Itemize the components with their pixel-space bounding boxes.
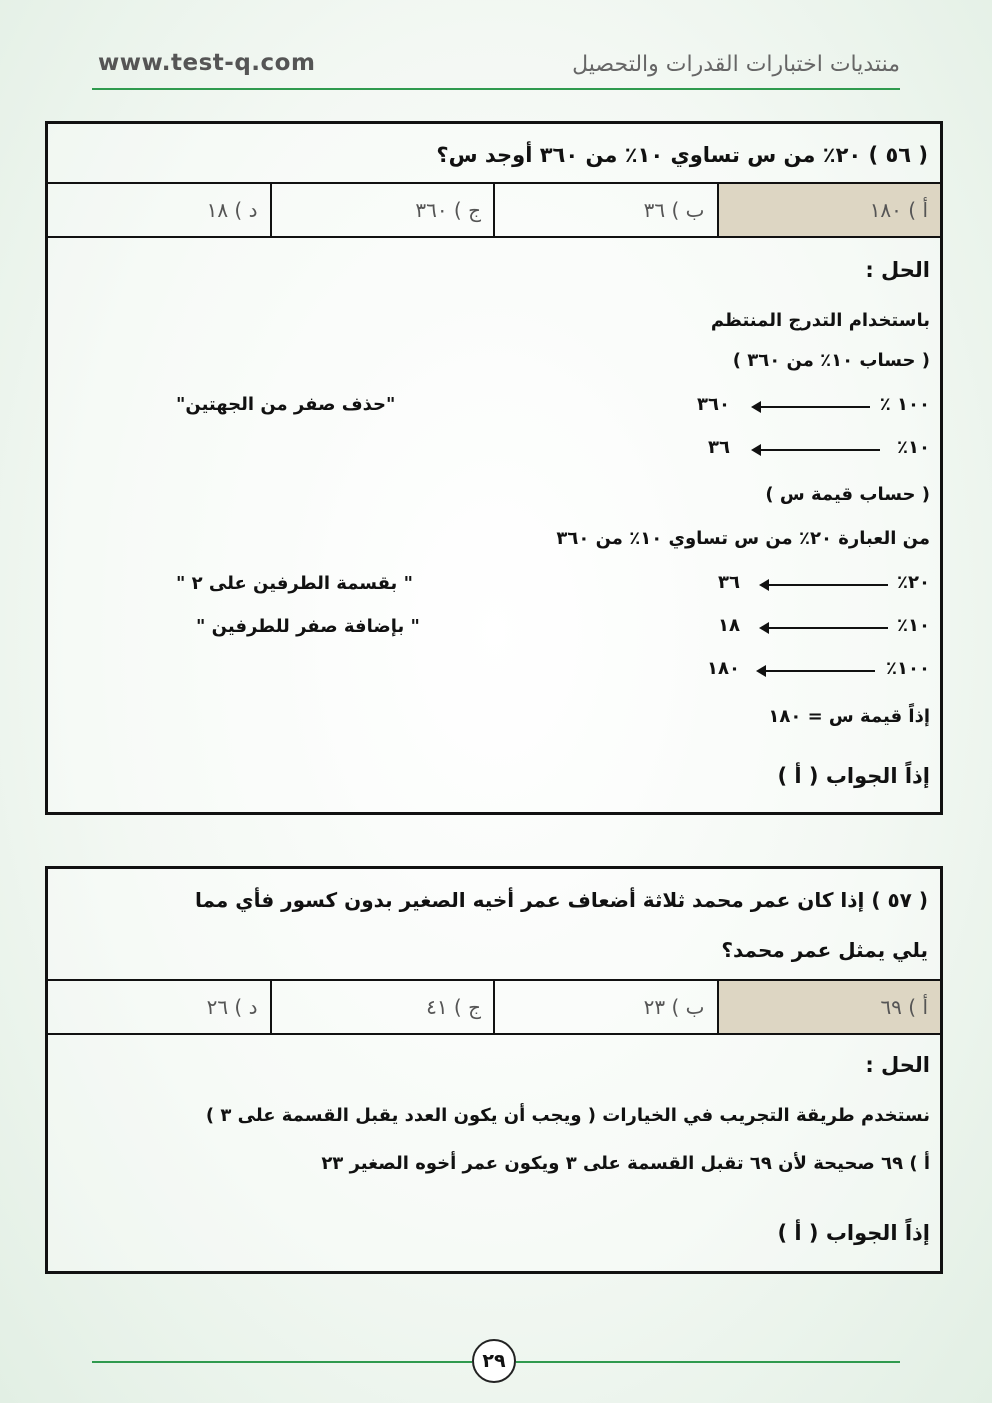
- note-add-zero: " بإضافة صفر للطرفين ": [196, 616, 420, 637]
- footer-line-left: [92, 1361, 472, 1363]
- question-56-solution: [48, 238, 940, 808]
- note-divide-two: " بقسمة الطرفين على ٢ ": [176, 573, 413, 594]
- option-b[interactable]: ب ) ٣٦: [493, 184, 717, 236]
- page-number: ٢٩: [472, 1339, 516, 1383]
- footer-line-right: [516, 1361, 900, 1363]
- question-57-solution: [48, 1035, 940, 1265]
- question-56-box: [45, 121, 943, 815]
- solution-result: إذاً قيمة س = ١٨٠: [768, 706, 930, 727]
- solution-statement: من العبارة ٢٠٪ من س تساوي ١٠٪ من ٣٦٠: [556, 528, 930, 549]
- left-arrow-icon: [760, 406, 870, 408]
- solution-method: باستخدام التدرج المنتظم: [710, 310, 930, 331]
- header-forum-name: منتديات اختبارات القدرات والتحصيل: [572, 52, 900, 77]
- left-arrow-icon: [768, 584, 888, 586]
- solution-label: الحل :: [865, 1053, 930, 1077]
- left-arrow-icon: [765, 670, 875, 672]
- option-d[interactable]: د ) ٢٦: [206, 995, 258, 1019]
- option-d[interactable]: د ) ١٨: [206, 198, 258, 222]
- left-arrow-icon: [768, 627, 888, 629]
- option-b[interactable]: ب ) ٢٣: [493, 981, 717, 1033]
- note-remove-zero: "حذف صفر من الجهتين": [176, 394, 396, 415]
- solution-label: الحل :: [865, 258, 930, 282]
- solution-answer: إذاً الجواب ( أ ): [777, 1221, 930, 1245]
- question-57-title-line-1: ( ٥٧ ) إذا كان عمر محمد ثلاثة أضعاف عمر أخيه الصغير بدون كسور فأي مما: [194, 888, 928, 912]
- question-57-title-line-2: يلي يمثل عمر محمد؟: [721, 938, 928, 962]
- option-a[interactable]: أ ) ٦٩: [717, 981, 941, 1033]
- option-c[interactable]: ج ) ٤١: [270, 981, 494, 1033]
- question-56-title: ( ٥٦ ) ٢٠٪ من س تساوي ١٠٪ من ٣٦٠ أوجد س؟: [436, 143, 928, 167]
- ratio-row: ١٠٠٪ ١٨٠: [707, 658, 930, 679]
- solution-step-1: ( حساب ١٠٪ من ٣٦٠ ): [732, 350, 930, 371]
- header-divider: [92, 88, 900, 90]
- solution-line-1: نستخدم طريقة التجريب في الخيارات ( ويجب أن يكون العدد يقبل القسمة على ٣ ): [205, 1105, 930, 1126]
- solution-answer: إذاً الجواب ( أ ): [777, 764, 930, 788]
- solution-line-2: أ ) ٦٩ صحيحة لأن ٦٩ تقبل القسمة على ٣ ويكون عمر أخوه الصغير ٢٣: [321, 1153, 930, 1174]
- option-c[interactable]: ج ) ٣٦٠: [270, 184, 494, 236]
- ratio-row: ١٠٠ ٪ ٣٦٠: [697, 394, 930, 415]
- question-56-options: [48, 182, 940, 238]
- ratio-row: ٢٠٪ ٣٦: [718, 572, 930, 593]
- question-57-options: [48, 979, 940, 1035]
- question-57-box: [45, 866, 943, 1274]
- ratio-row: ١٠٪ ١٨: [718, 615, 930, 636]
- ratio-row: ١٠٪ ٣٦: [708, 437, 930, 458]
- header-site: www.test-q.com: [98, 50, 316, 76]
- left-arrow-icon: [760, 449, 880, 451]
- solution-step-2: ( حساب قيمة س ): [765, 484, 930, 505]
- option-a[interactable]: أ ) ١٨٠: [717, 184, 941, 236]
